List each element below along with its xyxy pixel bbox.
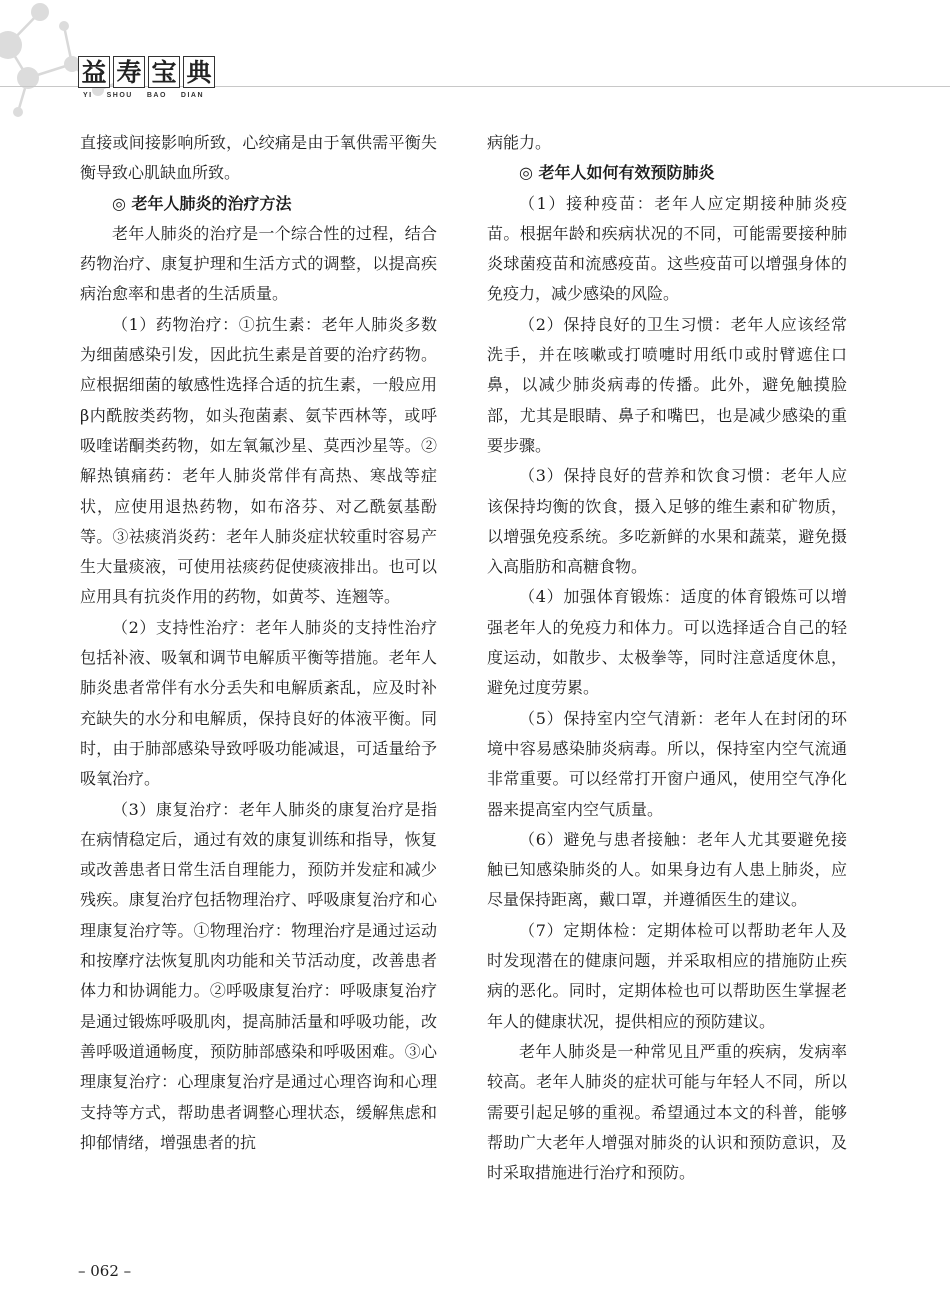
right-column bbox=[487, 128, 847, 1188]
pinyin-syllable: YI bbox=[83, 92, 93, 99]
magazine-title bbox=[78, 56, 215, 88]
paragraph: （1）接种疫苗：老年人应定期接种肺炎疫苗。根据年龄和疾病状况的不同，可能需要接种肺炎球菌疫苗和流感疫苗。这些疫苗可以增强身体的免疫力，减少感染的风险。 bbox=[487, 193, 847, 304]
paragraph: （3）康复治疗：老年人肺炎的康复治疗是指在病情稳定后，通过有效的康复训练和指导，恢复或改善患者日常生活自理能力，预防并发症和减少残疾。康复治疗包括物理治疗、呼吸康复治疗和心理康复治疗等。①物理治疗：物理治疗是通过运动和按摩疗法恢复肌肉功能和关节活动度，改善患者体力和协调能力。②呼吸康复治疗：呼吸康复治疗是通过锻炼呼吸肌肉，提高肺活量和呼吸功能，改善呼吸道通畅度，预防肺部感染和呼吸困难。③心理康复治疗：心理康复治疗是通过心理咨询和心理支持等方式，帮助患者调整心理状态，缓解焦虑和抑郁情绪，增强患者的抗 bbox=[80, 799, 437, 1152]
paragraph: （5）保持室内空气清新：老年人在封闭的环境中容易感染肺炎病毒。所以，保持室内空气流通非常重要。可以经常打开窗户通风，使用空气净化器来提高室内空气质量。 bbox=[487, 708, 847, 819]
title-char: 宝 bbox=[148, 56, 180, 88]
pinyin-syllable: SHOU bbox=[106, 92, 133, 99]
section-heading: ◎ 老年人肺炎的治疗方法 bbox=[112, 193, 292, 213]
pinyin-syllable: BAO bbox=[146, 92, 167, 99]
title-char: 益 bbox=[78, 56, 110, 88]
section-heading: ◎ 老年人如何有效预防肺炎 bbox=[519, 163, 715, 183]
pinyin-syllable: DIAN bbox=[180, 92, 205, 99]
paragraph: （7）定期体检：定期体检可以帮助老年人及时发现潜在的健康问题，并采取相应的措施防止疾病的恶化。同时，定期体检也可以帮助医生掌握老年人的健康状况，提供相应的预防建议。 bbox=[487, 920, 847, 1031]
paragraph: （4）加强体育锻炼：适度的体育锻炼可以增强老年人的免疫力和体力。可以选择适合自己的轻度运动，如散步、太极拳等，同时注意适度休息，避免过度劳累。 bbox=[487, 587, 847, 698]
paragraph: 病能力。 bbox=[487, 133, 552, 152]
paragraph: 老年人肺炎是一种常见且严重的疾病，发病率较高。老年人肺炎的症状可能与年轻人不同，所以需要引起足够的重视。希望通过本文的科普，能够帮助广大老年人增强对肺炎的认识和预防意识，及时采取措施进行治疗和预防。 bbox=[487, 1041, 847, 1183]
title-char: 典 bbox=[183, 56, 215, 88]
paragraph: （2）保持良好的卫生习惯：老年人应该经常洗手，并在咳嗽或打喷嚏时用纸巾或肘臂遮住口鼻，以减少肺炎病毒的传播。此外，避免触摸脸部，尤其是眼睛、鼻子和嘴巴，也是减少感染的重要步骤。 bbox=[487, 314, 847, 455]
paragraph: （1）药物治疗：①抗生素：老年人肺炎多数为细菌感染引发，因此抗生素是首要的治疗药物。应根据细菌的敏感性选择合适的抗生素，一般应用β内酰胺类药物，如头孢菌素、氨苄西林等，或呼吸喹诺酮类药物，如左氧氟沙星、莫西沙星等。②解热镇痛药：老年人肺炎常伴有高热、寒战等症状，应使用退热药物，如布洛芬、对乙酰氨基酚等。③祛痰消炎药：老年人肺炎症状较重时容易产生大量痰液，可使用祛痰药促使痰液排出。也可以应用具有抗炎作用的药物，如黄芩、连翘等。 bbox=[80, 314, 437, 607]
page-number: – 062 – bbox=[78, 1262, 132, 1280]
paragraph: （2）支持性治疗：老年人肺炎的支持性治疗包括补液、吸氧和调节电解质平衡等措施。老年人肺炎患者常伴有水分丢失和电解质紊乱，应及时补充缺失的水分和电解质，保持良好的体液平衡。同时，由于肺部感染导致呼吸功能减退，可适量给予吸氧治疗。 bbox=[80, 617, 437, 789]
title-char: 寿 bbox=[113, 56, 145, 88]
paragraph: 直接或间接影响所致，心绞痛是由于氧供需平衡失衡导致心肌缺血所致。 bbox=[80, 133, 437, 183]
title-pinyin bbox=[83, 92, 204, 99]
left-column bbox=[80, 128, 437, 1158]
paragraph: （6）避免与患者接触：老年人尤其要避免接触已知感染肺炎的人。如果身边有人患上肺炎，应尽量保持距离，戴口罩，并遵循医生的建议。 bbox=[487, 829, 847, 910]
paragraph: 老年人肺炎的治疗是一个综合性的过程，结合药物治疗、康复护理和生活方式的调整，以提高疾病治愈率和患者的生活质量。 bbox=[80, 223, 437, 304]
paragraph: （3）保持良好的营养和饮食习惯：老年人应该保持均衡的饮食，摄入足够的维生素和矿物质，以增强免疫系统。多吃新鲜的水果和蔬菜，避免摄入高脂肪和高糖食物。 bbox=[487, 466, 847, 577]
